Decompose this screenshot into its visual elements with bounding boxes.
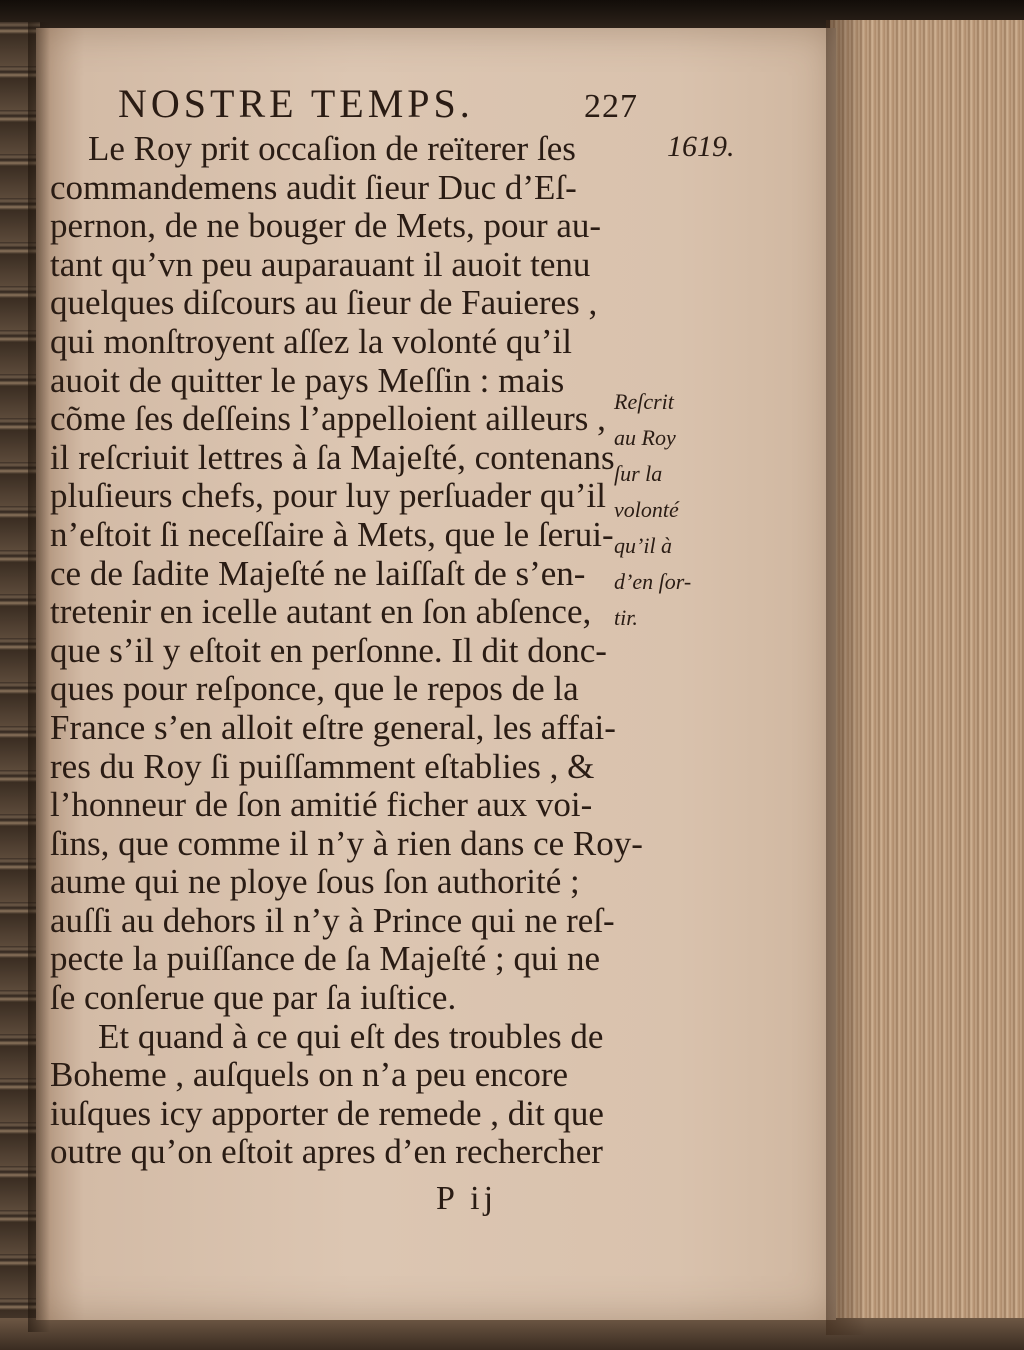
text-line: n’eſtoit ſi neceſſaire à Mets, que le ſerui-	[50, 514, 614, 554]
margin-date: 1619.	[667, 130, 735, 163]
text-line: ce de ſadite Majeſté ne laiſſaſt de s’en-	[50, 553, 586, 593]
text-line: il reſcriuit lettres à ſa Majeſté, contenans	[50, 437, 615, 477]
text-line: tretenir en icelle autant en ſon abſence,	[50, 592, 592, 632]
running-title: NOSTRE TEMPS.	[118, 81, 474, 126]
text-line: res du Roy ſi puiſſamment eſtablies , &	[50, 746, 595, 786]
text-line: ques pour reſponce, que le repos de la	[50, 669, 579, 709]
side-note-line: au Roy	[614, 425, 676, 450]
text-line: aume qui ne ploye ſous ſon authorité ;	[50, 862, 580, 902]
side-note-line: qu’il à	[614, 533, 673, 558]
text-line: ſe conſerue que par ſa iuſtice.	[50, 978, 457, 1018]
text-line: qui monſtroyent aſſez la volonté qu’il	[50, 321, 572, 361]
page-number: 227	[584, 88, 638, 125]
body-text	[50, 130, 650, 1172]
side-note-line: Reſcrit	[614, 389, 674, 414]
side-note-line: volonté	[614, 497, 679, 522]
text-line: quelques diſcours au ſieur de Fauieres ,	[50, 283, 598, 323]
side-note-line: ſur la	[614, 461, 663, 486]
signature-mark: P ij	[436, 1180, 498, 1217]
text-line: iuſques icy apporter de remede , dit que	[50, 1093, 604, 1133]
text-line: tant qu’vn peu auparauant il auoit tenu	[50, 244, 591, 284]
text-line: commandemens audit ſieur Duc d’Eſ-	[50, 167, 577, 207]
text-line: France s’en alloit eſtre general, les affai-	[50, 707, 616, 747]
gutter-shadow	[28, 22, 50, 1332]
book-bottom-edge	[0, 1318, 1024, 1350]
text-line: l’honneur de ſon amitié ficher aux voi-	[50, 785, 593, 825]
text-line: Le Roy prit occaſion de reïterer ſes	[88, 129, 576, 168]
text-line: pluſieurs chefs, pour luy perſuader qu’il	[50, 476, 606, 516]
text-line: Boheme , auſquels on n’a peu encore	[50, 1055, 569, 1095]
side-note-line: tir.	[614, 605, 638, 630]
text-line: cõme ſes deſſeins l’appelloient ailleurs ,	[50, 399, 606, 439]
text-line: que s’il y eſtoit en perſonne. Il dit donc-	[50, 630, 607, 670]
text-line: Et quand à ce qui eſt des troubles de	[98, 1016, 604, 1056]
text-line: pernon, de ne bouger de Mets, pour au-	[50, 206, 602, 246]
side-note	[614, 384, 749, 636]
text-line: auſſi au dehors il n’y à Prince qui ne reſ-	[50, 900, 615, 940]
text-line: outre qu’on eſtoit apres d’en rechercher	[50, 1132, 603, 1172]
running-header	[118, 80, 638, 130]
text-line: ſins, que comme il n’y à rien dans ce Roy-	[50, 823, 643, 863]
text-line: auoit de quitter le pays Meſſin : mais	[50, 360, 565, 400]
text-line: pecte la puiſſance de ſa Majeſté ; qui ne	[50, 939, 601, 979]
fore-edge-shadow	[826, 20, 866, 1335]
side-note-line: d’en ſor-	[614, 569, 692, 594]
